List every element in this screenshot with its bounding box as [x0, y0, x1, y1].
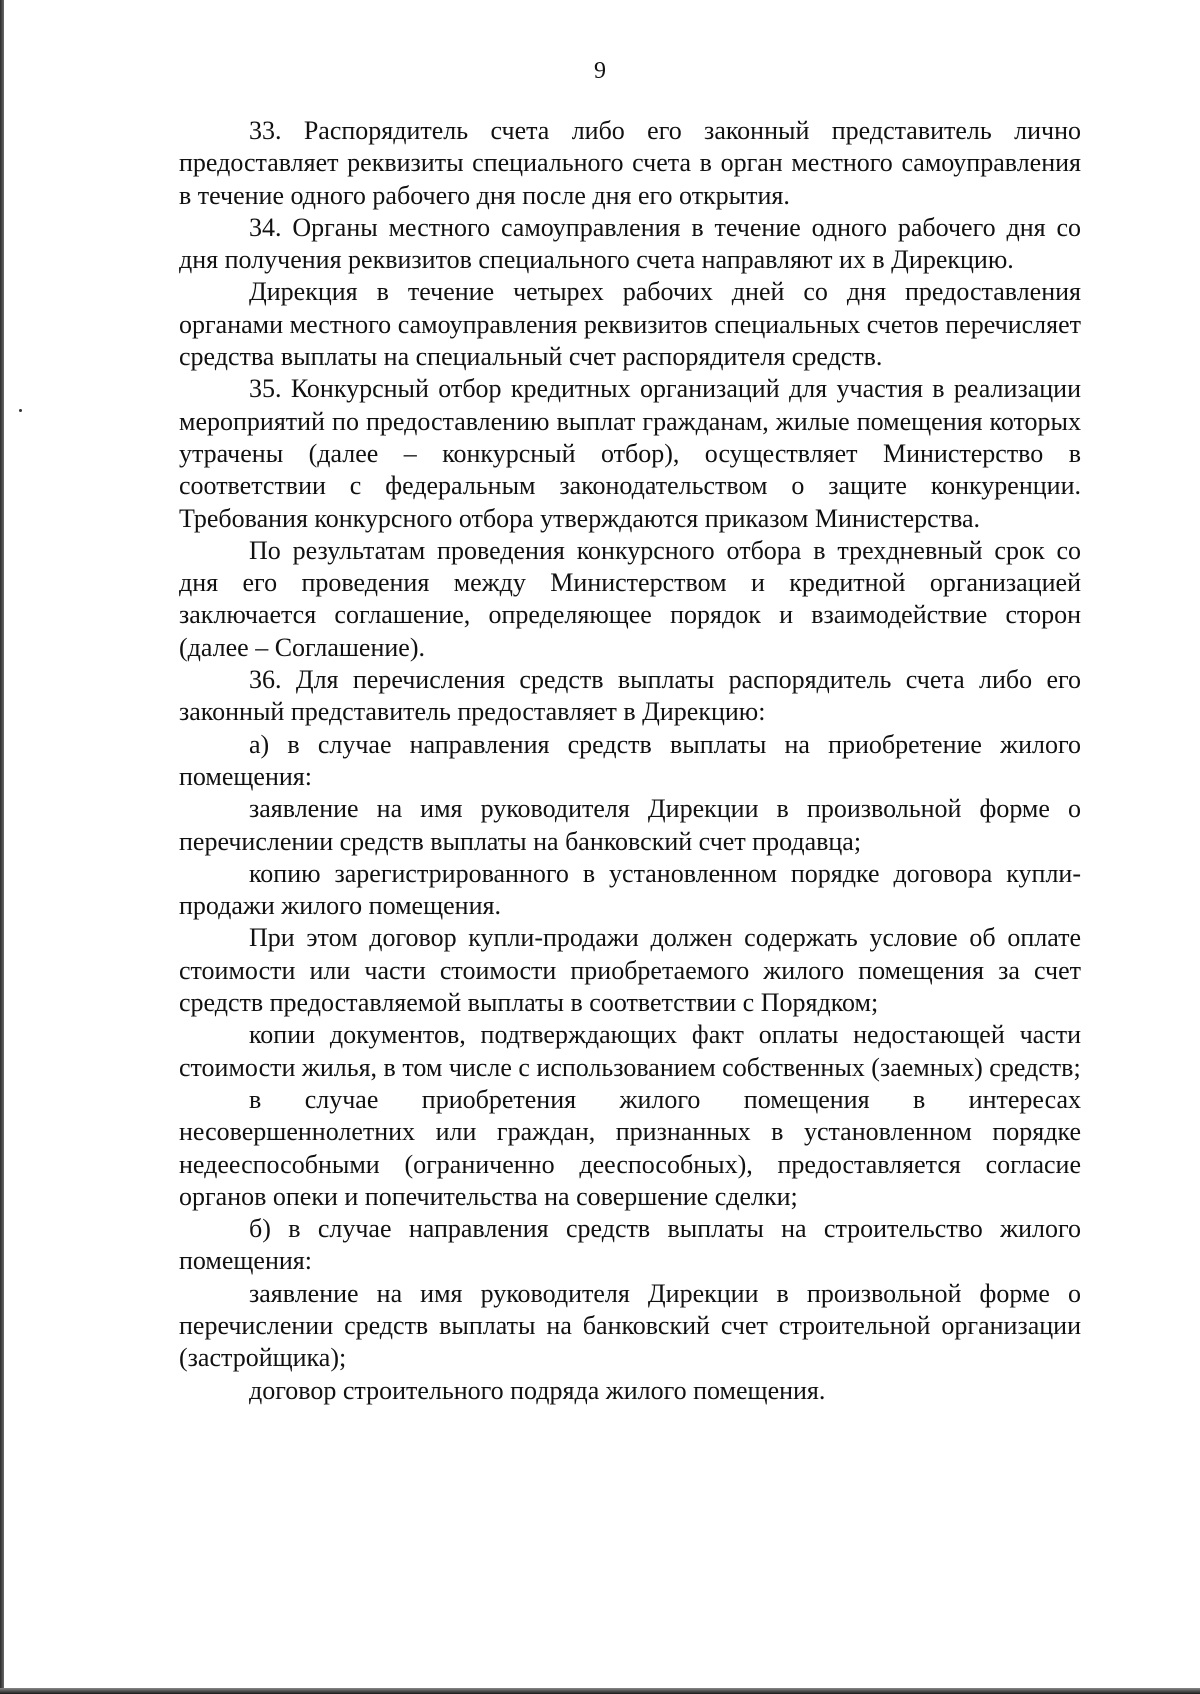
paragraph-36-b-construction-contract: договор строительного подряда жилого помещения. — [249, 1375, 826, 1405]
paragraph-36-a-application: заявление на имя руководителя Дирекции в произвольной форме о перечислении средств выплаты на банковский счет продавца; — [179, 794, 1081, 856]
paragraph-36-a-payment-docs: копии документов, подтверждающих факт оплаты недостающей части стоимости жилья, в том числе с использованием собственных (заемных) средств; — [179, 1020, 1081, 1082]
paragraph-36-a-guardianship-consent: в случае приобретения жилого помещения в интересах несовершеннолетних или граждан, признанных в установленном порядке недееспособными (ограниченно дееспособных), предоставляется согласие органов опеки и попечительства на совершение сделки; — [179, 1084, 1081, 1211]
paragraph-35: 35. Конкурсный отбор кредитных организаций для участия в реализации мероприятий по предоставлению выплат гражданам, жилые помещения которых утрачены (далее – конкурсный отбор), осуществляет Министерство в соответствии с федеральным законодательством о защите конкуренции. Требования конкурсного отбора утверждаются приказом Министерства. — [179, 374, 1081, 533]
scan-bottom-edge — [0, 1688, 1200, 1694]
paragraph-36-b: б) в случае направления средств выплаты на строительство жилого помещения: — [179, 1214, 1081, 1276]
paragraph-36-a-contract-copy: копию зарегистрированного в установленном порядке договора купли-продажи жилого помещения. — [179, 858, 1081, 921]
document-body — [179, 115, 1081, 1407]
scan-speck — [19, 409, 22, 412]
paragraph-36-a: а) в случае направления средств выплаты на приобретение жилого помещения: — [179, 729, 1081, 791]
paragraph-33: 33. Распорядитель счета либо его законный представитель лично предоставляет реквизиты специального счета в орган местного самоуправления в течение одного рабочего дня после дня его открытия. — [179, 116, 1081, 210]
page-number: 9 — [594, 58, 606, 84]
paragraph-34: 34. Органы местного самоуправления в течение одного рабочего дня со дня получения реквизитов специального счета направляют их в Дирекцию. — [179, 212, 1081, 275]
paragraph-36-b-application: заявление на имя руководителя Дирекции в произвольной форме о перечислении средств выплаты на банковский счет строительной организации (застройщика); — [179, 1278, 1081, 1373]
paragraph-35-agreement: По результатам проведения конкурсного отбора в трехдневный срок со дня его проведения между Министерством и кредитной организацией заключается соглашение, определяющее порядок и взаимодействие сторон (далее – Соглашение). — [179, 535, 1081, 662]
scan-left-edge — [0, 0, 4, 1694]
paragraph-36-a-contract-condition: При этом договор купли-продажи должен содержать условие об оплате стоимости или части стоимости приобретаемого жилого помещения за счет средств предоставляемой выплаты в соответствии с Порядком; — [179, 923, 1081, 1018]
paragraph-34-transfer: Дирекция в течение четырех рабочих дней со дня предоставления органами местного самоуправления реквизитов специальных счетов перечисляет средства выплаты на специальный счет распорядителя средств. — [179, 277, 1081, 372]
paragraph-36: 36. Для перечисления средств выплаты распорядитель счета либо его законный представитель предоставляет в Дирекцию: — [179, 665, 1081, 727]
